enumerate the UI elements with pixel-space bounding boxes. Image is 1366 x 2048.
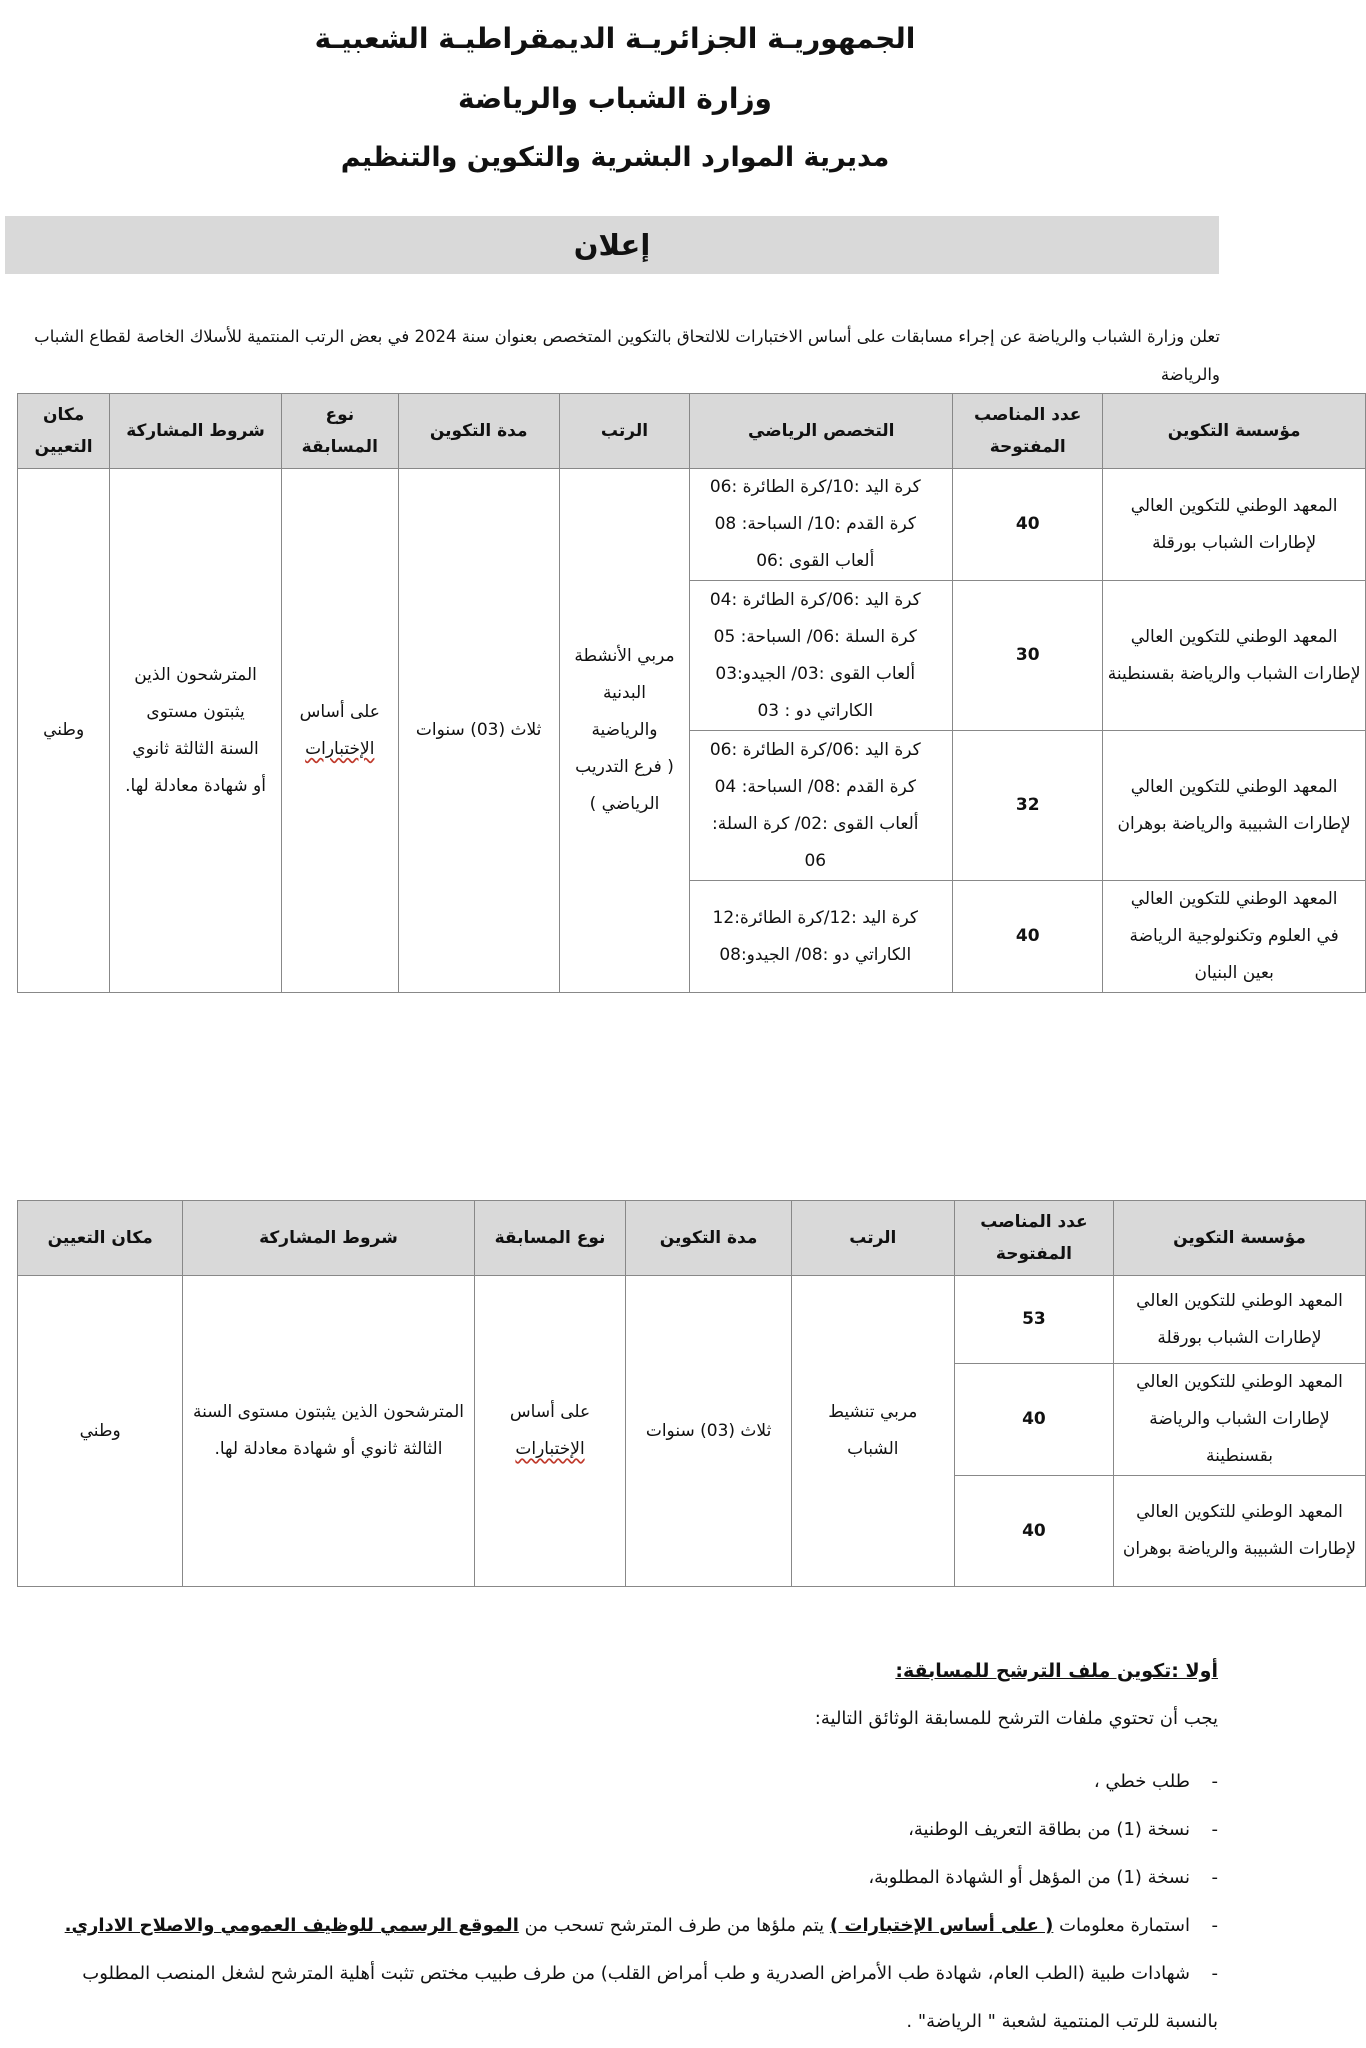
header-rank: الرتب xyxy=(559,394,690,469)
conditions-cell xyxy=(110,469,282,993)
specialty-line: ألعاب القوى :06 xyxy=(756,551,875,571)
list-item-continuation: بالنسبة للرتب المنتمية لشعبة " الرياضة" . xyxy=(906,2011,1218,2032)
rank-line: مربي الأنشطة xyxy=(574,646,675,666)
header-conditions: شروط المشاركة xyxy=(110,394,282,469)
conditions-line: الثالثة ثانوي أو شهادة معادلة لها. xyxy=(214,1439,443,1459)
specialty-line: كرة القدم :10/ السباحة: 08 xyxy=(714,514,916,534)
posts-cell: 32 xyxy=(953,731,1103,881)
rank-cell xyxy=(791,1276,954,1587)
announcement-heading: إعلان xyxy=(573,228,651,262)
posts-cell: 40 xyxy=(953,881,1103,993)
rank-line: الشباب xyxy=(847,1439,899,1459)
table-header-row xyxy=(18,394,1366,469)
header-posts: عدد المناصب المفتوحة xyxy=(953,394,1103,469)
header-exam-type: نوع المسابقة xyxy=(474,1201,626,1276)
specialty-line: كرة القدم :08/ السباحة: 04 xyxy=(714,776,916,797)
rank-cell xyxy=(559,469,690,993)
placement-cell: وطني xyxy=(18,1276,183,1587)
directorate-title: مديرية الموارد البشرية والتكوين والتنظيم xyxy=(340,142,890,173)
youth-animation-table xyxy=(17,1200,1366,1587)
list-item: - نسخة (1) من بطاقة التعريف الوطنية، xyxy=(4,1806,1218,1854)
announcement-banner xyxy=(5,216,1219,274)
specialty-line: كرة اليد :06/كرة الطائرة :06 xyxy=(709,739,921,760)
institution-line: المعهد الوطني للتكوين العالي xyxy=(1136,1372,1343,1392)
specialty-line: الكاراتي دو : 03 xyxy=(757,700,874,721)
institution-cell xyxy=(1103,581,1366,731)
header-placement: مكان التعيين xyxy=(18,394,110,469)
posts-cell: 30 xyxy=(953,581,1103,731)
specialty-cell xyxy=(690,469,953,581)
header-specialty: التخصص الرياضي xyxy=(690,394,953,469)
intro-line-1: تعلن وزارة الشباب والرياضة عن إجراء مسابقات على أساس الاختبارات للالتحاق بالتكوين المتخصص بعنوان سنة 2024 في بعض الرتب المنتمية للأسلاك الخاصة لقطاع الشباب والرياضة xyxy=(34,327,1220,384)
conditions-line: المترشحون الذين يثبتون مستوى السنة xyxy=(192,1402,464,1422)
institution-line: بعين البنيان xyxy=(1194,963,1274,983)
list-item: - نسخة (1) من المؤهل أو الشهادة المطلوبة، xyxy=(4,1854,1218,1902)
exam-type-line: على أساس xyxy=(299,701,380,722)
institution-line: المعهد الوطني للتكوين العالي xyxy=(1136,1290,1343,1311)
institution-line: لإطارات الشبيبة والرياضة بوهران xyxy=(1117,813,1351,834)
exam-type-line: الإختبارات xyxy=(515,1439,585,1459)
table-row xyxy=(18,1276,1366,1364)
specialty-cell xyxy=(690,581,953,731)
exam-type-cell xyxy=(281,469,398,993)
posts-cell: 40 xyxy=(954,1364,1113,1476)
conditions-line: أو شهادة معادلة لها. xyxy=(125,775,266,796)
posts-cell: 40 xyxy=(954,1476,1113,1587)
institution-line: لإطارات الشباب والرياضة بقسنطينة xyxy=(1107,663,1361,684)
placement-cell: وطني xyxy=(18,469,110,993)
specialty-line: ألعاب القوى :02/ كرة السلة: xyxy=(712,813,919,834)
form-item-mid: يتم ملؤها من طرف المترشح تسحب من xyxy=(524,1915,825,1936)
posts-cell: 53 xyxy=(954,1276,1113,1364)
rank-line: البدنية xyxy=(603,683,646,703)
institution-line: لإطارات الشباب بورقلة xyxy=(1152,532,1317,553)
rank-line: والرياضية xyxy=(591,720,658,740)
list-item xyxy=(4,1902,1218,1950)
section-intro: يجب أن تحتوي ملفات الترشح للمسابقة الوثائق التالية: xyxy=(814,1708,1218,1729)
list-item: - طلب خطي ، xyxy=(4,1758,1218,1806)
exam-type-cell xyxy=(474,1276,626,1587)
header-duration: مدة التكوين xyxy=(398,394,559,469)
header-exam-type: نوع المسابقة xyxy=(281,394,398,469)
institution-line: لإطارات الشبيبة والرياضة بوهران xyxy=(1122,1539,1357,1559)
header-placement: مكان التعيين xyxy=(18,1201,183,1276)
ministry-title: وزارة الشباب والرياضة xyxy=(458,82,772,115)
conditions-cell xyxy=(183,1276,474,1587)
rank-line: الرياضي ) xyxy=(589,794,660,814)
form-item-prefix: استمارة معلومات xyxy=(1059,1915,1190,1936)
institution-cell xyxy=(1113,1276,1365,1364)
duration-cell: ثلاث (03) سنوات xyxy=(398,469,559,993)
institution-cell xyxy=(1113,1476,1365,1587)
specialty-cell xyxy=(690,731,953,881)
duration-cell: ثلاث (03) سنوات xyxy=(626,1276,791,1587)
conditions-line: المترشحون الذين xyxy=(134,664,257,685)
institution-cell xyxy=(1103,731,1366,881)
exam-type-line: الإختبارات xyxy=(305,738,375,759)
institution-line: المعهد الوطني للتكوين العالي xyxy=(1130,626,1338,647)
institution-line: المعهد الوطني للتكوين العالي xyxy=(1130,889,1338,909)
header-posts: عدد المناصب المفتوحة xyxy=(954,1201,1113,1276)
list-item: - شهادات طبية (الطب العام، شهادة طب الأمراض الصدرية و طب أمراض القلب) من طرف طبيب مختص تثبت أهلية المترشح لشغل المنصب المطلوب xyxy=(4,1950,1218,1998)
table-header-row xyxy=(18,1201,1366,1276)
required-documents-list xyxy=(4,1758,1218,2046)
institution-line: لإطارات الشباب بورقلة xyxy=(1157,1327,1322,1348)
institution-line: في العلوم وتكنولوجية الرياضة xyxy=(1129,926,1339,946)
section-title: أولا :تكوين ملف الترشح للمسابقة: xyxy=(895,1660,1218,1682)
header-conditions: شروط المشاركة xyxy=(183,1201,474,1276)
specialty-line: كرة اليد :10/كرة الطائرة :06 xyxy=(709,477,921,497)
header-duration: مدة التكوين xyxy=(626,1201,791,1276)
conditions-line: السنة الثالثة ثانوي xyxy=(132,738,259,759)
rank-line: مربي تنشيط xyxy=(828,1402,918,1422)
rank-line: ( فرع التدريب xyxy=(575,757,674,777)
specialty-cell xyxy=(690,881,953,993)
institution-line: لإطارات الشباب والرياضة بقسنطينة xyxy=(1149,1409,1330,1466)
header-institution: مؤسسة التكوين xyxy=(1113,1201,1365,1276)
sports-training-table xyxy=(17,393,1366,993)
header-institution: مؤسسة التكوين xyxy=(1103,394,1366,469)
header-rank: الرتب xyxy=(791,1201,954,1276)
form-item-exam-basis: ( على أساس الإختبارات ) xyxy=(829,1915,1054,1936)
official-site-reference: الموقع الرسمي للوظيف العمومي والاصلاح الاداري. xyxy=(64,1915,519,1936)
specialty-line: كرة السلة :06/ السباحة: 05 xyxy=(713,626,917,647)
specialty-line: كرة اليد :06/كرة الطائرة :04 xyxy=(709,589,921,610)
specialty-line: 06 xyxy=(804,850,827,871)
specialty-line: كرة اليد :12/كرة الطائرة:12 xyxy=(712,907,918,928)
institution-line: المعهد الوطني للتكوين العالي xyxy=(1130,776,1338,797)
institution-cell xyxy=(1103,881,1366,993)
republic-title: الجمهوريـة الجزائريـة الديمقراطيـة الشعبيـة xyxy=(314,22,916,55)
table-row xyxy=(18,469,1366,581)
institution-cell xyxy=(1103,469,1366,581)
specialty-line: الكاراتي دو :08/ الجيدو:08 xyxy=(719,944,912,965)
posts-cell: 40 xyxy=(953,469,1103,581)
exam-type-line: على أساس xyxy=(509,1402,591,1422)
institution-cell xyxy=(1113,1364,1365,1476)
specialty-line: ألعاب القوى :03/ الجيدو:03 xyxy=(715,663,916,684)
institution-line: المعهد الوطني للتكوين العالي xyxy=(1130,495,1338,516)
conditions-line: يثبتون مستوى xyxy=(146,701,245,722)
institution-line: المعهد الوطني للتكوين العالي xyxy=(1136,1502,1343,1522)
